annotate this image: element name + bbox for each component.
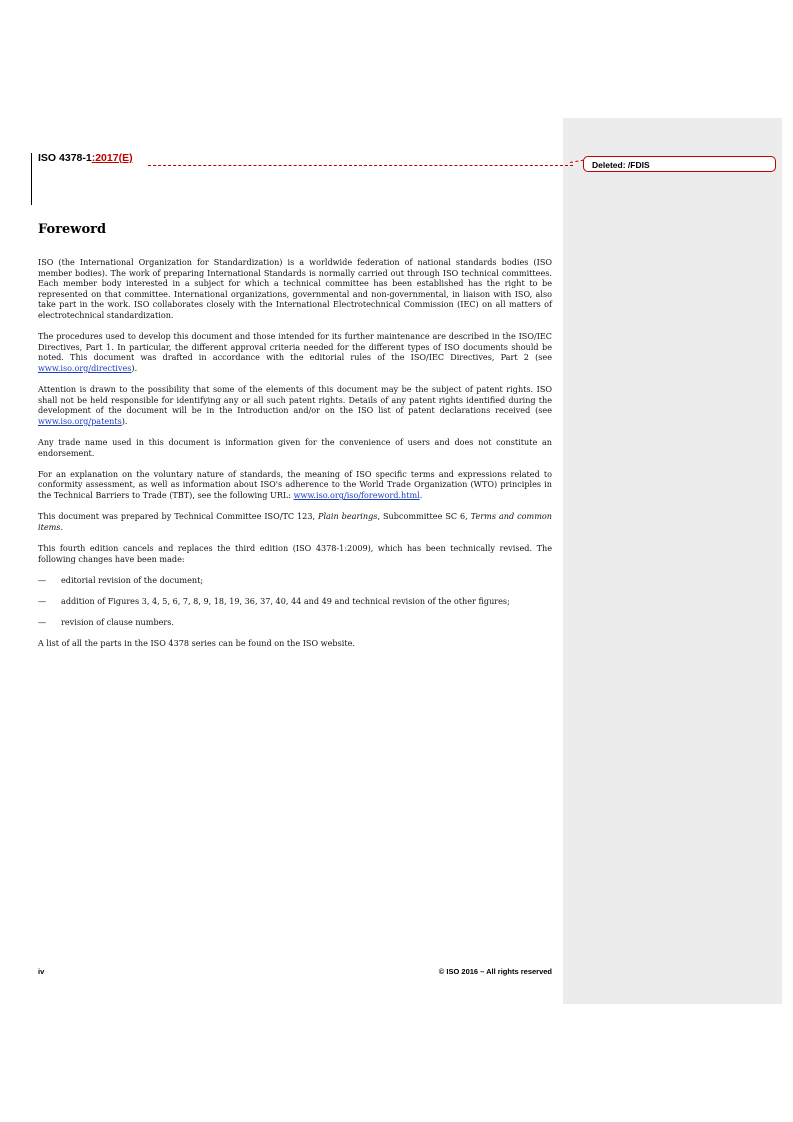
paragraph-6-mid: , Subcommittee SC 6, bbox=[377, 511, 471, 522]
patents-link[interactable]: www.iso.org/patents bbox=[38, 415, 122, 426]
paragraph-2-text: The procedures used to develop this document and those intended for its further maintenance are described in the ISO/IEC Directives, Part 1. In particular, the different approval criteria needed for the different types of ISO documents should be noted. This document was drafted in accordance with the editorial rules of the ISO/IEC Directives, Part 2 (see bbox=[38, 331, 552, 363]
paragraph-4: Any trade name used in this document is information given for the convenience of users and does not constitute an endorsement. bbox=[38, 437, 552, 458]
header-tracked-insertion[interactable]: :2017(E) bbox=[91, 152, 133, 164]
paragraph-3-text: Attention is drawn to the possibility that some of the elements of this document may be the subject of patent rights. ISO shall not be held responsible for identifying any or all such patent rights. Details of any patent rights identified during the development of the document will be in the Introduction and/or on the ISO list of patent declarations received (see bbox=[38, 384, 552, 416]
header-part: 4378-1 bbox=[56, 152, 92, 164]
list-dash: — bbox=[38, 596, 47, 606]
section-title: Foreword bbox=[38, 222, 107, 237]
list-item bbox=[38, 596, 552, 607]
paragraph-7: This fourth edition cancels and replaces the third edition (ISO 4378-1:2009), which has been technically revised. The following changes have been made: bbox=[38, 543, 552, 564]
list-dash: — bbox=[38, 574, 47, 585]
comment-margin-pane bbox=[563, 118, 782, 1004]
paragraph-6-end: . bbox=[60, 521, 64, 532]
deletion-comment-balloon[interactable] bbox=[583, 156, 776, 172]
document-header bbox=[38, 152, 133, 164]
paragraph-6-subcommittee-title: Terms and common items bbox=[38, 511, 552, 532]
paragraph-5-end: . bbox=[419, 490, 423, 501]
paragraph-3 bbox=[38, 384, 552, 426]
paragraph-5 bbox=[38, 469, 552, 501]
paragraph-1: ISO (the International Organization for Standardization) is a worldwide federation of national standards bodies (ISO member bodies). The work of preparing International Standards is normally carried out through ISO technical committees. Each member body interested in a subject for which a technical committee has been established has the right to be represented on that committee. International organizations, governmental and non-governmental, in liaison with ISO, also take part in the work. ISO collaborates closely with the International Electrotechnical Commission (IEC) on all matters of electrotechnical standardization. bbox=[38, 257, 552, 320]
list-item-text: revision of clause numbers. bbox=[61, 617, 175, 628]
list-item bbox=[38, 617, 552, 628]
paragraph-6 bbox=[38, 511, 552, 532]
directives-link[interactable]: www.iso.org/directives bbox=[38, 362, 132, 373]
copyright-notice: © ISO 2016 – All rights reserved bbox=[438, 967, 552, 976]
paragraph-5-text: For an explanation on the voluntary nature of standards, the meaning of ISO specific terms and expressions related to conformity assessment, as well as information about ISO's adherence to the World Trade Organization (WTO) principles in the Technical Barriers to Trade (TBT), see the following URL: bbox=[38, 468, 552, 501]
deletion-comment-label: Deleted: /FDIS bbox=[592, 160, 650, 170]
page-number: iv bbox=[38, 967, 45, 976]
paragraph-2-end: ). bbox=[131, 362, 138, 373]
list-item-text: addition of Figures 3, 4, 5, 6, 7, 8, 9, 18, 19, 36, 37, 40, 44 and 49 and technical revision of the other figures; bbox=[61, 596, 510, 606]
paragraph-6-committee-title: Plain bearings bbox=[318, 511, 378, 522]
foreword-link[interactable]: www.iso.org/iso/foreword.html bbox=[293, 490, 420, 501]
paragraph-8: A list of all the parts in the ISO 4378 series can be found on the ISO website. bbox=[38, 638, 355, 649]
list-item bbox=[38, 575, 552, 586]
paragraph-2 bbox=[38, 331, 552, 373]
list-dash: — bbox=[38, 617, 47, 628]
comment-connector-line bbox=[148, 165, 573, 166]
header-prefix: ISO bbox=[38, 152, 57, 164]
paragraph-3-end: ). bbox=[121, 415, 128, 426]
foreword-body bbox=[38, 257, 552, 660]
paragraph-6-text: This document was prepared by Technical Committee ISO/TC 123, bbox=[38, 511, 319, 522]
list-item-text: editorial revision of the document; bbox=[61, 574, 204, 585]
revision-change-bar bbox=[31, 153, 32, 205]
